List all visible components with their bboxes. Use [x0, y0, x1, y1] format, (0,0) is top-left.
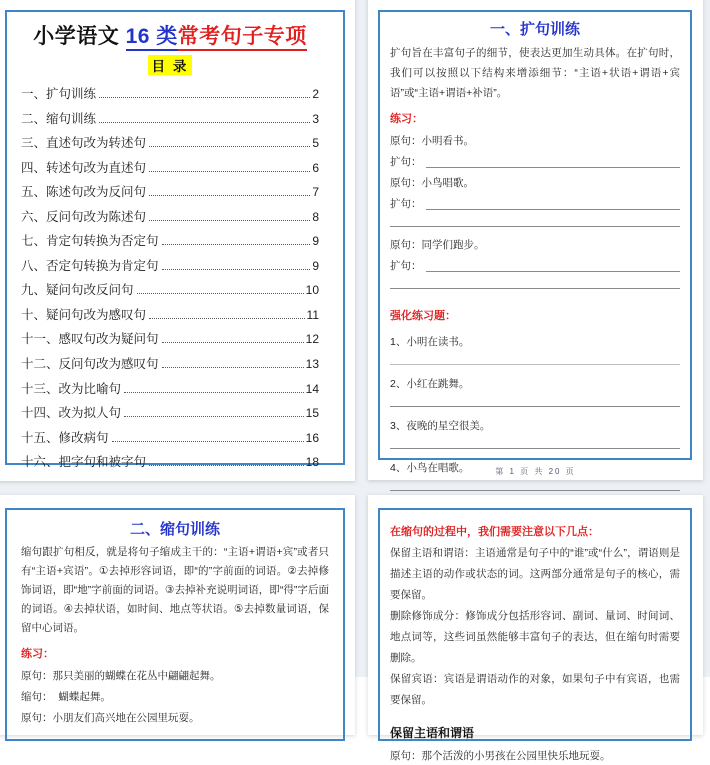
- dots-leader: [99, 122, 310, 123]
- toc-item[interactable]: [21, 305, 319, 330]
- toc-heading-wrap: [21, 55, 319, 76]
- drill-sentence: 2、小红在跳舞。: [390, 378, 470, 390]
- dots-leader: [149, 195, 310, 196]
- original-sentence: 原句：那只美丽的蝴蝶在花丛中翩翩起舞。: [21, 670, 221, 682]
- toc-item-label: 七、肯定句转换为否定句: [21, 234, 159, 249]
- document-title: [21, 20, 319, 50]
- toc-page-number: 5: [312, 136, 319, 151]
- answer-blank-line[interactable]: [390, 226, 680, 227]
- toc-item[interactable]: [21, 133, 319, 158]
- toc-item[interactable]: [21, 109, 319, 134]
- toc-item-label: 十五、修改病句: [21, 430, 109, 445]
- toc-page-number: 9: [312, 234, 319, 249]
- original-sentence: 原句：小明看书。: [390, 135, 474, 147]
- dots-leader: [124, 416, 304, 417]
- page-notes-border: [378, 508, 692, 762]
- expand-intro-text: 扩句旨在丰富句子的细节，使表达更加生动具体。在扩句时，我们可以按照以下结构来增添细节：“主语+状语+谓语+宾语”或“主语+谓语+补语”。: [390, 47, 680, 99]
- toc-item-label: 十四、改为拟人句: [21, 406, 122, 421]
- dots-leader: [162, 269, 311, 270]
- page-shrink-notes[interactable]: [368, 495, 703, 762]
- document-title-red: 常考句子专项: [178, 25, 307, 51]
- toc-item-label: 一、扩句训练: [21, 87, 97, 101]
- dots-leader: [162, 342, 304, 343]
- toc-item[interactable]: [21, 207, 319, 232]
- expand-fill-row: [390, 198, 680, 210]
- toc-item-label: 八、否定句转换为肯定句: [21, 258, 159, 273]
- page-expand-training[interactable]: [368, 0, 703, 480]
- section-title-shrink: 二、缩句训练: [129, 521, 220, 538]
- dots-leader: [149, 146, 310, 147]
- page-toc-border: [5, 10, 345, 470]
- document-title-black: 小学语文: [33, 25, 120, 48]
- shrink-answer-sentence: 缩句： 蝴蝶起舞。: [21, 691, 111, 703]
- dots-leader: [149, 220, 310, 221]
- toc-item[interactable]: [21, 329, 319, 354]
- toc-page-number: 11: [306, 307, 319, 322]
- toc-item-label: 十一、感叹句改为疑问句: [21, 332, 159, 347]
- answer-blank-line[interactable]: [390, 490, 680, 491]
- toc-item-label: 十二、反问句改为感叹句: [21, 357, 159, 372]
- dots-leader: [162, 367, 304, 368]
- document-title-blue: 16 类: [126, 25, 178, 51]
- toc-list: [21, 84, 319, 477]
- toc-item[interactable]: [21, 158, 319, 183]
- toc-item[interactable]: [21, 182, 319, 207]
- toc-item-label: 六、反问句改为陈述句: [21, 209, 147, 224]
- answer-blank-line[interactable]: [426, 198, 681, 210]
- section-title-expand: 一、扩句训练: [489, 21, 580, 38]
- drill-sentence: 4、小鸟在唱歌。: [390, 462, 470, 474]
- toc-page-number: 12: [305, 332, 319, 347]
- toc-item-label: 十、疑问句改为感叹句: [21, 307, 147, 322]
- answer-blank-line[interactable]: [390, 448, 680, 449]
- practice-label: 练习：: [390, 113, 423, 125]
- shrink-intro-text: 缩句跟扩句相反，就是将句子缩成主干的：“主语+谓语+宾”或者只有“主语+宾语”。①去掉形容词语，即“的”字前面的词语。②去掉修饰词语，即“地”字前面的词语。③去掉补充说明词语，即“得”字后面的词语。④去掉状语，如时间、地点等状语。⑤去掉数量词语，保留中心词语。: [21, 546, 329, 634]
- toc-item-label: 十三、改为比喻句: [21, 381, 122, 396]
- toc-page-number: 7: [312, 185, 319, 200]
- dots-leader: [162, 244, 311, 245]
- expand-label: 扩句：: [390, 156, 422, 168]
- expand-label: 扩句：: [390, 260, 422, 272]
- dots-leader: [124, 392, 304, 393]
- toc-item-label: 九、疑问句改反问句: [21, 283, 134, 298]
- answer-blank-line[interactable]: [390, 406, 680, 407]
- toc-page-number: 16: [305, 430, 319, 445]
- toc-page-number: 18: [305, 455, 319, 470]
- dots-leader: [149, 465, 304, 466]
- notes-point: 删除修饰成分：修饰成分包括形容词、副词、量词、时间词、地点词等，这些词虽然能够丰富句子的表达，但在缩句时需要删除。: [390, 610, 680, 664]
- toc-item[interactable]: [21, 452, 319, 477]
- toc-page-number: 15: [305, 406, 319, 421]
- drill-sentence: 1、小明在读书。: [390, 336, 470, 348]
- original-sentence: 原句：同学们跑步。: [390, 239, 485, 251]
- toc-heading: 目 录: [148, 55, 193, 75]
- dots-leader: [99, 97, 310, 98]
- toc-page-number: 14: [305, 381, 319, 396]
- dots-leader: [149, 171, 310, 172]
- notes-heading: 在缩句的过程中，我们需要注意以下几点：: [390, 526, 599, 538]
- toc-page-number: 6: [312, 160, 319, 175]
- original-sentence: 原句：小鸟唱歌。: [390, 177, 474, 189]
- toc-item-label: 五、陈述句改为反问句: [21, 185, 147, 200]
- toc-page-number: 9: [312, 258, 319, 273]
- original-sentence: 原句：小朋友们高兴地在公园里玩耍。: [21, 712, 200, 724]
- toc-item[interactable]: [21, 428, 319, 453]
- toc-item[interactable]: [21, 403, 319, 428]
- answer-blank-line[interactable]: [426, 156, 681, 168]
- expand-fill-row: [390, 260, 680, 272]
- toc-item[interactable]: [21, 280, 319, 305]
- answer-blank-line[interactable]: [390, 364, 680, 365]
- page-shrink-border: [5, 508, 345, 741]
- answer-blank-line[interactable]: [390, 288, 680, 289]
- expand-label: 扩句：: [390, 198, 422, 210]
- toc-item[interactable]: [21, 84, 319, 109]
- toc-item-label: 四、转述句改为直述句: [21, 160, 147, 175]
- page-toc[interactable]: [0, 0, 355, 481]
- drill-sentence: 3、夜晚的星空很美。: [390, 420, 491, 432]
- toc-page-number: 8: [312, 209, 319, 224]
- dots-leader: [112, 441, 304, 442]
- page-shrink-training[interactable]: [0, 495, 355, 735]
- toc-item[interactable]: [21, 354, 319, 379]
- answer-blank-line[interactable]: [426, 260, 681, 272]
- toc-page-number: 2: [312, 87, 319, 101]
- practice-label: 练习：: [21, 648, 54, 660]
- notes-point: 保留主语和谓语：主语通常是句子中的“谁”或“什么”，谓语则是描述主语的动作或状态的词。这两部分通常是句子的核心，需要保留。: [390, 547, 680, 601]
- toc-item[interactable]: [21, 231, 319, 256]
- toc-item[interactable]: [21, 379, 319, 404]
- dots-leader: [137, 293, 304, 294]
- page-footer: 第 1 页 共 20 页: [495, 467, 576, 476]
- toc-page-number: 13: [305, 357, 319, 372]
- toc-item-label: 二、缩句训练: [21, 111, 97, 126]
- toc-item-label: 三、直述句改为转述句: [21, 136, 147, 151]
- toc-item-label: 十六、把字句和被字句: [21, 455, 147, 470]
- toc-page-number: 10: [305, 283, 319, 298]
- toc-item[interactable]: [21, 256, 319, 281]
- notes-point: 保留宾语：宾语是谓语动作的对象，如果句子中有宾语，也需要保留。: [390, 673, 680, 706]
- notes-example-sentence: 原句：那个活泼的小男孩在公园里快乐地玩耍。: [390, 750, 611, 762]
- dots-leader: [149, 318, 305, 319]
- expand-fill-row: [390, 156, 680, 168]
- drill-label: 强化练习题：: [390, 310, 456, 322]
- toc-page-number: 3: [312, 111, 319, 126]
- notes-subheading: 保留主语和谓语: [390, 726, 475, 740]
